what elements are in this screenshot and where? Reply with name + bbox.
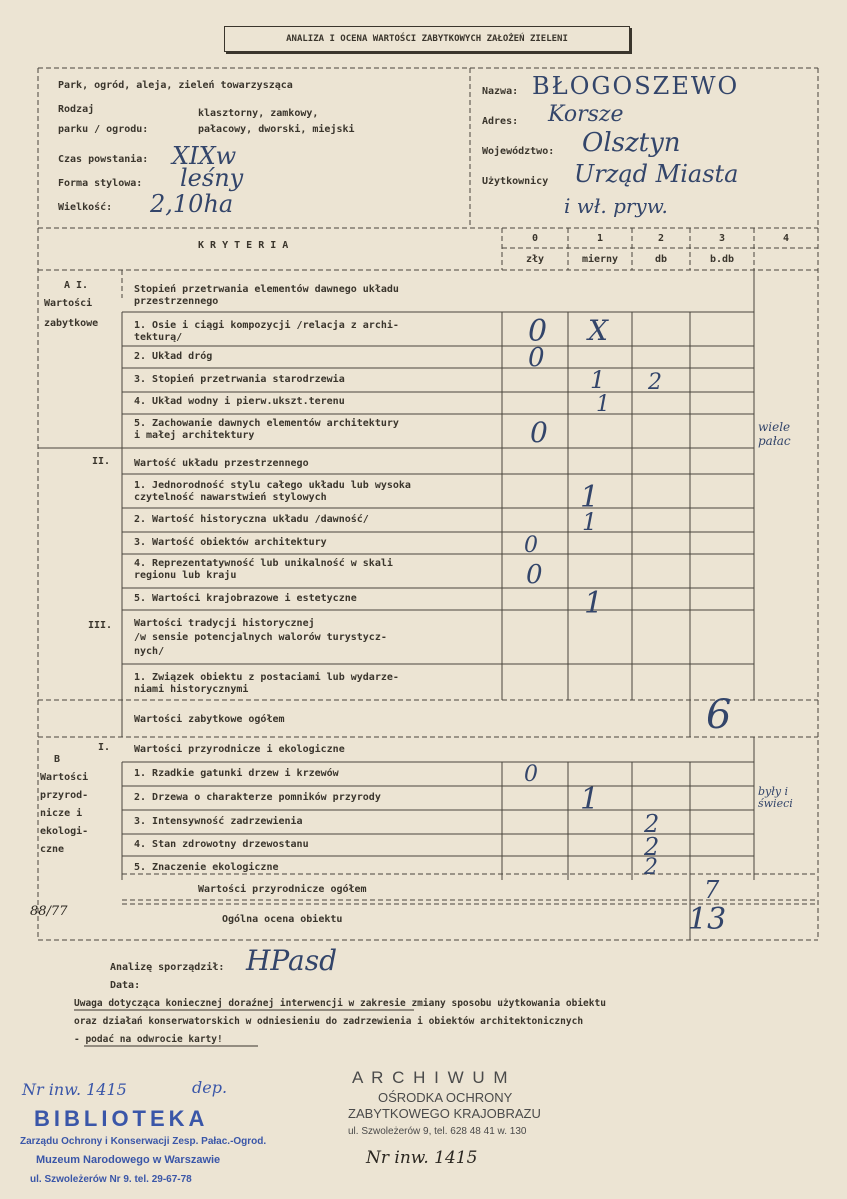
forma-label: Forma stylowa: bbox=[58, 178, 143, 189]
uzyt-label: Użytkownicy bbox=[482, 176, 549, 187]
group-b: Wartości przyrodnicze i ekologiczne bbox=[134, 744, 345, 755]
mark-a10-1: 1 bbox=[584, 586, 604, 621]
uwaga-2: oraz działań konserwatorskich w odniesieniu do zadrzewienia i obiektów architektonicznych bbox=[74, 1016, 584, 1027]
row-a-3-l1: 3. Stopień przetrwania starodrzewia bbox=[134, 374, 345, 385]
adres-label: Adres: bbox=[482, 116, 519, 127]
library-line-3: ul. Szwoleżerów Nr 9. tel. 29-67-78 bbox=[30, 1174, 192, 1185]
section-a-label-1: Wartości bbox=[44, 298, 93, 309]
mark-a6-1: 1 bbox=[580, 480, 600, 515]
row-a-8-l1: 3. Wartość obiektów architektury bbox=[134, 537, 327, 548]
group-iii-1: Wartości tradycji historycznej bbox=[134, 618, 315, 629]
row-a-7-l1: 2. Wartość historyczna układu /dawność/ bbox=[134, 514, 369, 525]
rodzaj-options-1: klasztorny, zamkowy, bbox=[198, 108, 319, 119]
section-b-label-1: Wartości bbox=[40, 772, 89, 783]
row-b-2: 2. Drzewa o charakterze pomników przyrody bbox=[134, 792, 381, 803]
overall-value: 13 bbox=[688, 902, 727, 937]
row-a-5-l2: i małej architektury bbox=[134, 430, 255, 441]
overall-label: Ogólna ocena obiektu bbox=[222, 914, 343, 925]
row-a-10-l1: 5. Wartości krajobrazowe i estetyczne bbox=[134, 593, 357, 604]
mark-a1-0: 0 bbox=[528, 314, 548, 349]
mark-a7-1: 1 bbox=[582, 508, 598, 536]
row-a-9-l2: regionu lub kraju bbox=[134, 570, 237, 581]
mark-a8-0: 0 bbox=[524, 533, 538, 558]
czas-label: Czas powstania: bbox=[58, 154, 149, 165]
archive-title: A R C H I W U M bbox=[352, 1068, 510, 1087]
wielkosc-label: Wielkość: bbox=[58, 202, 113, 213]
mark-b1-0: 0 bbox=[524, 762, 538, 787]
uwaga-3: - podać na odwrocie karty! bbox=[74, 1034, 223, 1045]
grade-0: zły bbox=[525, 254, 545, 265]
group-ii: Wartość układu przestrzennego bbox=[134, 458, 309, 469]
uzyt-value-2: i wł. pryw. bbox=[564, 194, 668, 218]
uwaga-1: Uwaga dotycząca koniecznej doraźnej interwencji w zakresie zmiany sposobu użytkowania obiektu bbox=[74, 998, 606, 1009]
mark-b3-2: 2 bbox=[644, 810, 660, 838]
group-iii-3: nych/ bbox=[134, 646, 165, 657]
mark-a3-1: 1 bbox=[590, 366, 606, 394]
uzyt-value-1: Urząd Miasta bbox=[574, 160, 739, 188]
row-b-1: 1. Rzadkie gatunki drzew i krzewów bbox=[134, 768, 339, 779]
row-b-4: 4. Stan zdrowotny drzewostanu bbox=[134, 839, 309, 850]
group-i-2: przestrzennego bbox=[134, 296, 219, 307]
score-3: 3 bbox=[718, 233, 726, 244]
archive-line-2: ZABYTKOWEGO KRAJOBRAZU bbox=[348, 1106, 541, 1121]
section-b-label-2: przyrod- bbox=[40, 790, 89, 801]
margin-note-2: były i świeci bbox=[758, 785, 793, 810]
mark-b4-2: 2 bbox=[644, 833, 660, 861]
park-type-line: Park, ogród, aleja, zieleń towarzysząca bbox=[58, 80, 293, 91]
archive-inv: Nr inw. 1415 bbox=[366, 1148, 478, 1168]
score-1: 1 bbox=[596, 233, 604, 244]
row-a-6-l2: czytelność nawarstwień stylowych bbox=[134, 492, 327, 503]
grade-3: b.db bbox=[709, 254, 735, 265]
group-i-1: Stopień przetrwania elementów dawnego układu bbox=[134, 284, 399, 295]
row-a-9-l1: 4. Reprezentatywność lub unikalność w skali bbox=[134, 558, 393, 569]
forma-value: leśny bbox=[180, 164, 244, 192]
analiza-value: HPasd bbox=[246, 944, 337, 977]
woj-label: Województwo: bbox=[482, 146, 555, 157]
czas-value: XIXw bbox=[172, 142, 237, 170]
library-inv: Nr inw. 1415 bbox=[22, 1080, 127, 1099]
wielkosc-value: 2,10ha bbox=[150, 190, 234, 218]
score-2: 2 bbox=[657, 233, 665, 244]
data-label: Data: bbox=[110, 980, 141, 991]
score-4: 4 bbox=[782, 233, 790, 244]
row-a-5-l1: 5. Zachowanie dawnych elementów architektury bbox=[134, 418, 399, 429]
mark-a3-2: 2 bbox=[648, 370, 662, 395]
section-b-label-3: nicze i bbox=[40, 808, 83, 819]
row-a-6-l1: 1. Jednorodność stylu całego układu lub wysoka bbox=[134, 480, 411, 491]
page-mark: 88/77 bbox=[30, 904, 68, 919]
mark-a4-1: 1 bbox=[596, 392, 610, 417]
rodzaj-label-1: Rodzaj bbox=[58, 104, 95, 115]
row-a-1-l2: tekturą/ bbox=[134, 332, 183, 343]
mark-b5-2: 2 bbox=[644, 855, 658, 880]
score-0: 0 bbox=[531, 233, 539, 244]
library-title: BIBLIOTEKA bbox=[34, 1106, 209, 1131]
mark-a1-1: X bbox=[588, 314, 608, 347]
rodzaj-options-2: pałacowy, dworski, miejski bbox=[198, 124, 355, 135]
archive-line-3: ul. Szwoleżerów 9, tel. 628 48 41 w. 130 bbox=[348, 1126, 527, 1137]
woj-value: Olsztyn bbox=[582, 128, 681, 158]
nazwa-label: Nazwa: bbox=[482, 86, 519, 97]
section-b-roman: I. bbox=[98, 742, 111, 753]
section-b-letter: B bbox=[54, 754, 61, 765]
group-iii-roman: III. bbox=[88, 620, 113, 631]
mark-a2-0: 0 bbox=[528, 343, 545, 373]
total-a-value: 6 bbox=[706, 692, 732, 738]
group-iii-2: /w sensie potencjalnych walorów turystycz- bbox=[134, 632, 387, 643]
total-a-label: Wartości zabytkowe ogółem bbox=[134, 714, 285, 725]
section-b-label-4: ekologi- bbox=[40, 826, 89, 837]
grade-1: mierny bbox=[581, 254, 619, 265]
analiza-label: Analizę sporządził: bbox=[110, 962, 225, 973]
header-title: ANALIZA I OCENA WARTOŚCI ZABYTKOWYCH ZAŁOŻEŃ ZIELENI bbox=[286, 34, 568, 44]
section-a-roman: A I. bbox=[64, 280, 89, 291]
margin-note-1: wiele pałac bbox=[758, 420, 791, 448]
row-a-11-l2: niami historycznymi bbox=[134, 684, 249, 695]
row-a-11-l1: 1. Związek obiektu z postaciami lub wydarze- bbox=[134, 672, 399, 683]
grade-2: db bbox=[654, 254, 668, 265]
kryteria-label: K R Y T E R I A bbox=[198, 240, 289, 251]
mark-b2-1: 1 bbox=[580, 782, 600, 817]
mark-a5-0: 0 bbox=[530, 416, 548, 449]
nazwa-value: BŁOGOSZEWO bbox=[532, 72, 740, 100]
adres-value: Korsze bbox=[548, 102, 624, 127]
section-b-label-5: czne bbox=[40, 844, 65, 855]
total-b-label: Wartości przyrodnicze ogółem bbox=[198, 884, 367, 895]
section-a-label-2: zabytkowe bbox=[44, 318, 99, 329]
library-line-1: Zarządu Ochrony i Konserwacji Zesp. Pałac.-Ogrod. bbox=[20, 1136, 267, 1147]
rodzaj-label-2: parku / ogrodu: bbox=[58, 124, 149, 135]
library-dep: dep. bbox=[192, 1078, 228, 1097]
archive-line-1: OŚRODKA OCHRONY bbox=[378, 1090, 513, 1105]
mark-a9-0: 0 bbox=[526, 560, 543, 590]
row-a-2-l1: 2. Układ dróg bbox=[134, 351, 213, 362]
row-b-3: 3. Intensywność zadrzewienia bbox=[134, 816, 303, 827]
total-b-value: 7 bbox=[704, 876, 720, 904]
row-a-4-l1: 4. Układ wodny i pierw.ukszt.terenu bbox=[134, 396, 345, 407]
row-a-1-l1: 1. Osie i ciągi kompozycji /relacja z archi- bbox=[134, 320, 399, 331]
group-ii-roman: II. bbox=[92, 456, 111, 467]
library-line-2: Muzeum Narodowego w Warszawie bbox=[36, 1154, 221, 1166]
row-b-5: 5. Znaczenie ekologiczne bbox=[134, 862, 279, 873]
